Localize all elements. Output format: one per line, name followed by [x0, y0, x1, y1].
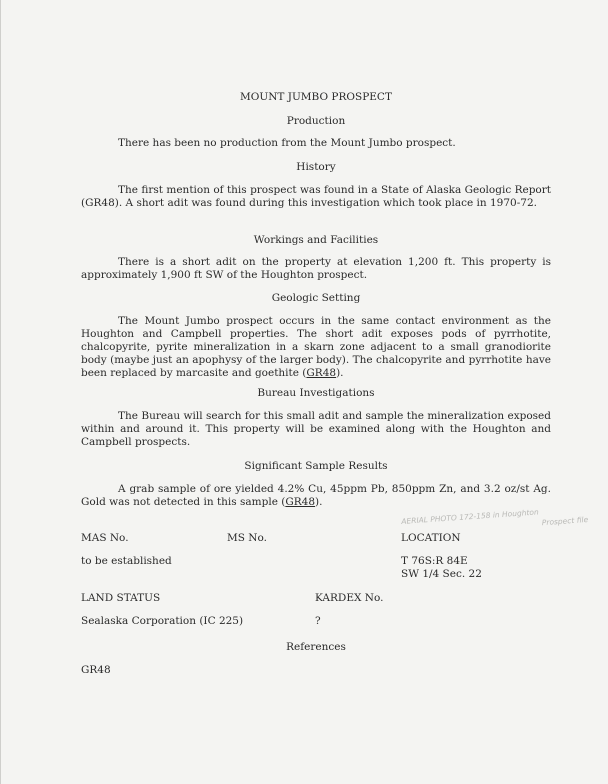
reference-item: GR48	[81, 664, 111, 676]
production-heading: Production	[286, 115, 346, 127]
samples-reference-link: GR48	[285, 496, 315, 508]
location-line-1: T 76S:R 84E	[401, 555, 468, 567]
production-text: There has been no production from the Mount Jumbo prospect.	[118, 137, 456, 149]
mas-value: to be established	[81, 555, 172, 567]
samples-text: A grab sample of ore yielded 4.2% Cu, 45ppm Pb, 850ppm Zn, and 3.2 oz/st Ag. Gold was not detected in this sample (GR48).	[81, 483, 551, 508]
land-status-value: Sealaska Corporation (IC 225)	[81, 615, 244, 627]
history-heading: History	[296, 161, 336, 173]
location-line-2: SW 1/4 Sec. 22	[401, 568, 482, 580]
geologic-heading: Geologic Setting	[271, 292, 361, 304]
history-text: The first mention of this prospect was found in a State of Alaska Geologic Report (GR48). A short adit was found during this investigation which took place in 1970-72.	[81, 184, 551, 209]
location-label: LOCATION	[401, 532, 461, 544]
land-status-label: LAND STATUS	[81, 592, 161, 604]
kardex-label: KARDEX No.	[315, 592, 384, 604]
mas-label: MAS No.	[81, 532, 129, 544]
geologic-reference-link: GR48	[306, 367, 337, 379]
references-heading: References	[286, 641, 346, 653]
handwritten-note: AERIAL PHOTO 172-158 in Houghton Prospect file	[401, 507, 589, 528]
geologic-text: The Mount Jumbo prospect occurs in the same contact environment as the Houghton and Campbell properties. The short adit exposes pods of pyrrhotite, chalcopyrite, pyrite mineralization in a skarn zone adjacent to a small granodiorite body (maybe just an apophysy of the larger body). The chalcopyrite and pyrrhotite have been replaced by marcasite and goethite (GR48).	[81, 315, 551, 379]
kardex-value: ?	[315, 615, 321, 627]
ms-label: MS No.	[227, 532, 267, 544]
workings-text: There is a short adit on the property at elevation 1,200 ft. This property is approximately 1,900 ft SW of the Houghton prospect.	[81, 256, 551, 281]
samples-heading: Significant Sample Results	[244, 460, 388, 472]
page-title: MOUNT JUMBO PROSPECT	[240, 91, 392, 103]
bureau-heading: Bureau Investigations	[257, 387, 375, 399]
workings-heading: Workings and Facilities	[253, 234, 379, 246]
bureau-text: The Bureau will search for this small adit and sample the mineralization exposed within and around it. This property will be examined along with the Houghton and Campbell prospects.	[81, 410, 551, 448]
